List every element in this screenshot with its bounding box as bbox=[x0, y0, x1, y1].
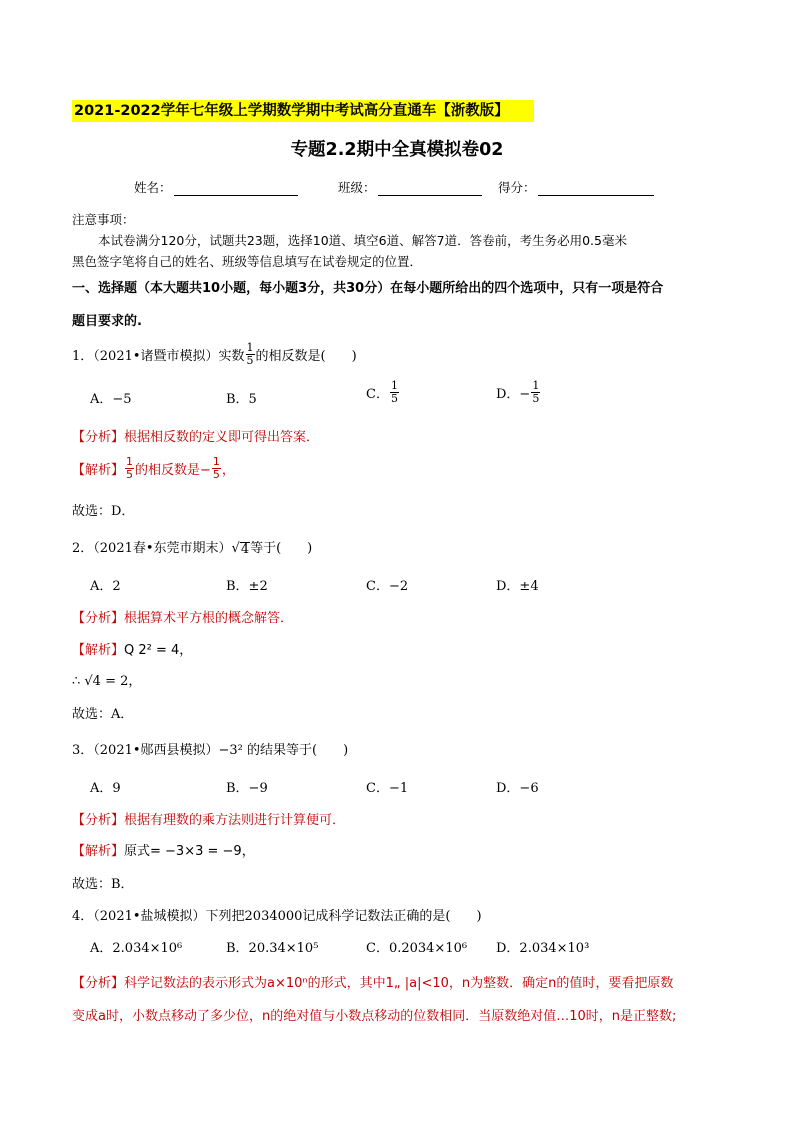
q2-option-b[interactable]: B．±2 bbox=[226, 579, 268, 594]
question-1-stem: 1．（2021•诸暨市模拟）实数 $\frac{1}{5}$ 的相反数是( ) bbox=[72, 341, 357, 367]
q2-option-c[interactable]: C．−2 bbox=[366, 579, 409, 594]
series-banner: 2021-2022学年七年级上学期数学期中考试高分直通车【浙教版】 bbox=[72, 100, 534, 122]
q1-option-d[interactable]: D．− $\frac{1}{5}$ bbox=[496, 379, 540, 405]
q3-solution: 【解析】原式= −3×3 = −9， bbox=[72, 844, 255, 859]
q4-option-b[interactable]: B．20.34×10⁵ bbox=[226, 941, 319, 956]
score-field[interactable] bbox=[498, 178, 654, 196]
q3-answer: 故选：B． bbox=[72, 877, 134, 892]
q2-step: ∴ √4 = 2， bbox=[72, 674, 142, 689]
name-field[interactable] bbox=[134, 178, 298, 196]
q4-option-a[interactable]: A．2.034×10⁶ bbox=[90, 941, 183, 956]
score-blank[interactable] bbox=[538, 181, 654, 196]
fraction: $\frac{1}{5}$ bbox=[212, 455, 220, 481]
fraction: $\frac{1}{5}$ bbox=[126, 455, 134, 481]
q4-option-d[interactable]: D．2.034×10³ bbox=[496, 941, 590, 956]
q2-analysis: 【分析】根据算术平方根的概念解答． bbox=[72, 611, 294, 626]
fraction: $\frac{1}{5}$ bbox=[390, 379, 398, 405]
q3-option-d[interactable]: D．−6 bbox=[496, 781, 539, 796]
q1-analysis: 【分析】根据相反数的定义即可得出答案． bbox=[72, 430, 320, 445]
q2-solution: 【解析】Q 2² = 4， bbox=[72, 643, 193, 658]
notes-heading: 注意事项： bbox=[72, 212, 135, 227]
q4-option-c[interactable]: C．0.2034×10⁶ bbox=[366, 941, 468, 956]
score-label: 得分： bbox=[498, 180, 536, 195]
notes-line-1: 本试卷满分120分，试题共23题，选择10道、填空6道、解答7道．答卷前，考生务必用0.5毫米 bbox=[98, 233, 627, 248]
notes-line-2: 黑色签字笔将自己的姓名、班级等信息填写在试卷规定的位置． bbox=[72, 254, 423, 269]
q3-analysis: 【分析】根据有理数的乘方法则进行计算便可． bbox=[72, 813, 346, 828]
section-heading-line-2: 题目要求的. bbox=[72, 314, 142, 329]
question-3-stem: 3．（2021•郧西县模拟）−3² 的结果等于( ) bbox=[72, 743, 349, 758]
question-2-stem: 2．（2021春•东莞市期末） √ 4 等于( ) bbox=[72, 541, 313, 557]
q1-option-b[interactable]: B．5 bbox=[226, 392, 257, 407]
page-title: 专题2.2期中全真模拟卷02 bbox=[290, 140, 504, 160]
q1-option-c[interactable]: C． $\frac{1}{5}$ bbox=[366, 379, 398, 405]
class-label: 班级： bbox=[338, 180, 376, 195]
class-blank[interactable] bbox=[378, 181, 482, 196]
sqrt-symbol: √ 4 bbox=[231, 541, 250, 557]
q1-answer: 故选：D． bbox=[72, 504, 135, 519]
q4-analysis-line-1: 【分析】科学记数法的表示形式为a×10ⁿ的形式，其中1„ |a|<10，n为整数．确定n的值时，要看把原数 bbox=[72, 976, 674, 991]
q3-option-a[interactable]: A．9 bbox=[90, 781, 121, 796]
q2-option-d[interactable]: D．±4 bbox=[496, 579, 539, 594]
question-4-stem: 4．（2021•盐城模拟）下列把2034000记成科学记数法正确的是( ) bbox=[72, 909, 482, 924]
q3-option-c[interactable]: C．−1 bbox=[366, 781, 409, 796]
class-field[interactable] bbox=[338, 178, 482, 196]
q1-solution: 【解析】 $\frac{1}{5}$ 的相反数是− $\frac{1}{5}$ ， bbox=[72, 455, 235, 481]
section-heading-line-1: 一、选择题（本大题共10小题，每小题3分，共30分）在每小题所给出的四个选项中，只有一项是符合 bbox=[72, 281, 664, 296]
name-blank[interactable] bbox=[174, 181, 298, 196]
q1-option-a[interactable]: A．−5 bbox=[90, 392, 132, 407]
q3-option-b[interactable]: B．−9 bbox=[226, 781, 268, 796]
name-label: 姓名： bbox=[134, 180, 172, 195]
fraction: $\frac{1}{5}$ bbox=[246, 341, 254, 367]
q2-option-a[interactable]: A．2 bbox=[90, 579, 121, 594]
q2-answer: 故选：A． bbox=[72, 707, 134, 722]
q4-analysis-line-2: 变成a时，小数点移动了多少位，n的绝对值与小数点移动的位数相同．当原数绝对值…10时，n是正整数; bbox=[72, 1009, 677, 1024]
fraction: $\frac{1}{5}$ bbox=[532, 379, 540, 405]
